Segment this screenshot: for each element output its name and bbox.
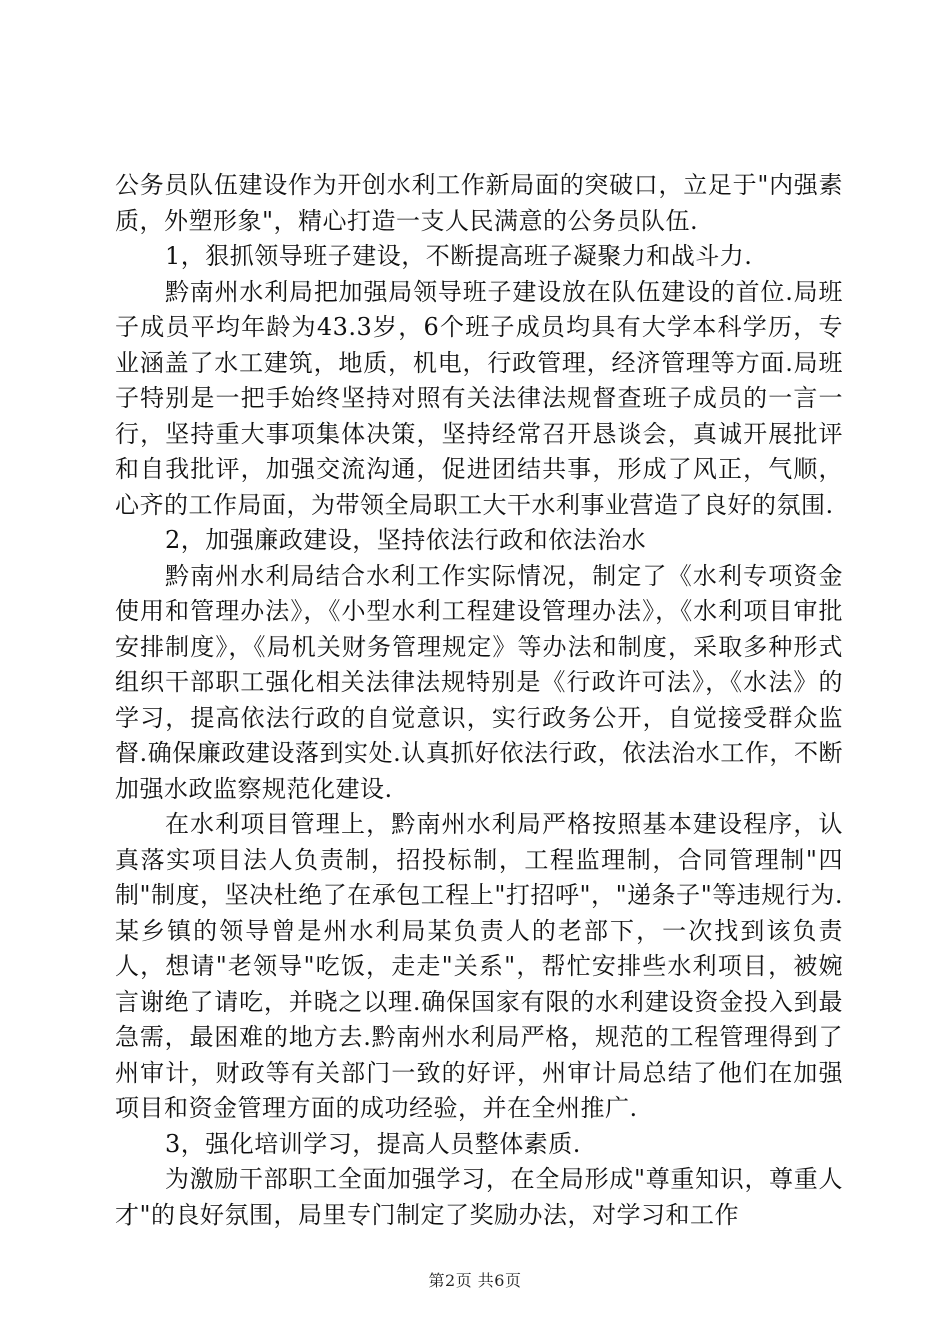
section-heading-3: 3，强化培训学习，提高人员整体素质. xyxy=(165,1129,581,1158)
section-heading-1: 1，狠抓领导班子建设，不断提高班子凝聚力和战斗力. xyxy=(165,242,753,270)
section-heading-2: 2，加强廉政建设，坚持依法行政和依法治水 xyxy=(165,526,647,554)
paragraph-project-management: 在水利项目管理上，黔南州水利局严格按照基本建设程序，认真落实项目法人负责制，招投标制，工程监理制，合同管理制"四制"制度，坚决杜绝了在承包工程上"打招呼"，"递条子"等违规行为.某乡镇的领导曾是州水利局某负责人的老部下，一次找到该负责人，想请"老领导"吃饭，走走"关系"，帮忙安排些水利项目，被婉言谢绝了请吃，并晓之以理.确保国家有限的水利建设资金投入到最急需，最困难的地方去.黔南州水利局严格，规范的工程管理得到了州审计，财政等有关部门一致的好评，州审计局总结了他们在加强项目和资金管理方面的成功经验，并在全州推广. xyxy=(115,810,843,1122)
paragraph-leadership: 黔南州水利局把加强局领导班子建设放在队伍建设的首位.局班子成员平均年龄为43.3岁，6个班子成员均具有大学本科学历，专业涵盖了水工建筑，地质，机电，行政管理，经济管理等方面.局班子特别是一把手始终坚持对照有关法律法规督查班子成员的一言一行，坚持重大事项集体决策，坚持经常召开恳谈会，真诚开展批评和自我批评，加强交流沟通，促进团结共事，形成了风正，气顺，心齐的工作局面，为带领全局职工大干水利事业营造了良好的氛围. xyxy=(115,277,843,519)
paragraph-training: 为激励干部职工全面加强学习，在全局形成"尊重知识，尊重人才"的良好氛围，局里专门制定了奖励办法，对学习和工作 xyxy=(115,1165,843,1229)
paragraph-integrity: 黔南州水利局结合水利工作实际情况，制定了《水利专项资金使用和管理办法》，《小型水利工程建设管理办法》，《水利项目审批安排制度》，《局机关财务管理规定》等办法和制度，采取多种形式组织干部职工强化相关法律法规特别是《行政许可法》，《水法》的学习，提高依法行政的自觉意识，实行政务公开，自觉接受群众监督.确保廉政建设落到实处.认真抓好依法行政，依法治水工作，不断加强水政监察规范化建设. xyxy=(115,561,843,803)
page-number-footer: 第2页 共6页 xyxy=(428,1271,522,1290)
paragraph-intro: 公务员队伍建设作为开创水利工作新局面的突破口，立足于"内强素质，外塑形象"，精心打造一支人民满意的公务员队伍. xyxy=(115,171,843,235)
document-body xyxy=(115,168,843,1233)
